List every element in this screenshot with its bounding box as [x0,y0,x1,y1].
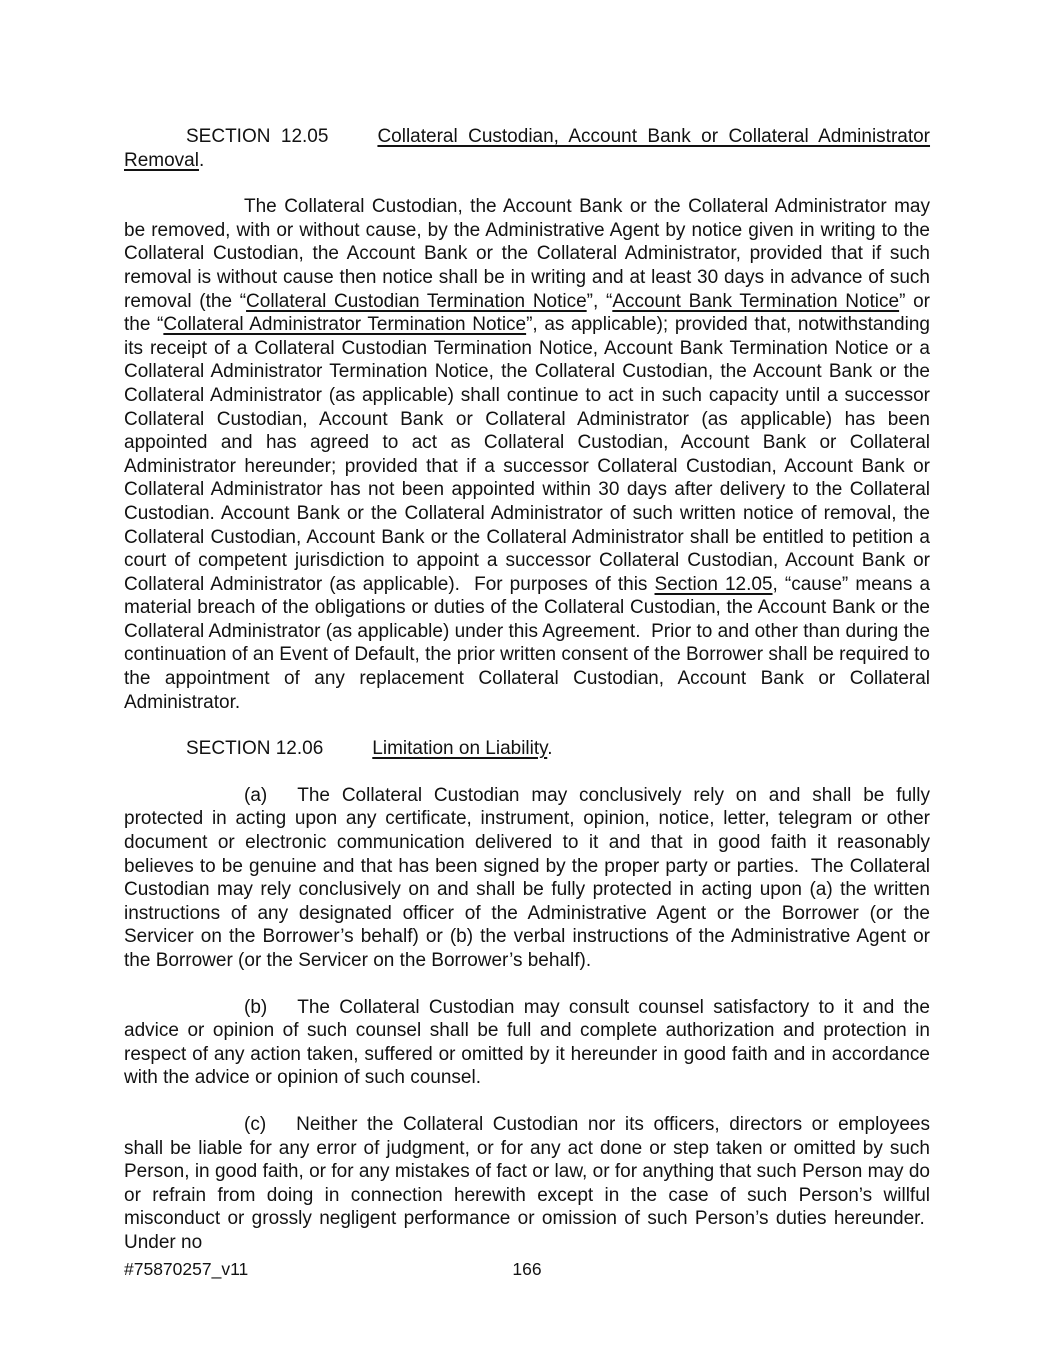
section-heading-12-06 [124,737,930,761]
text-segment: ”, as applicable); provided that, notwithstanding its receipt of a Collateral Custodian Termination Notice, Account Bank Termination Notice or a Collateral Administrator Termination Notice, the Collateral Custodian, the Account Bank or the Collateral Administrator (as applicable) shall continue to act in such capacity until a successor Collateral Custodian, Account Bank or Collateral Administrator (as applicable) has been appointed and has agreed to act as Collateral Custodian, Account Bank or Collateral Administrator hereunder; provided that if a successor Collateral Custodian, Account Bank or Collateral Administrator has not been appointed within 30 days after delivery to the Collateral Custodian. Account Bank or the Collateral Administrator of such written notice of removal, the Collateral Custodian, Account Bank or the Collateral Administrator shall be entitled to petition a court of competent jurisdiction to appoint a successor Collateral Custodian, Account Bank or Collateral Administrator (as applicable). For purposes of this [124,314,930,595]
section-heading-12-05 [124,125,930,172]
removal-paragraph [124,195,930,714]
text-segment: The Collateral Custodian may consult counsel satisfactory to it and the advice or opinion of such counsel shall be full and complete authorization and protection in respect of any action taken, suffered or omitted by it hereunder in good faith and in accordance with the advice or opinion of such counsel. [124,996,930,1089]
underlined-term: Section 12.05 [654,573,773,595]
text-segment: (b) [244,996,268,1018]
page-number: 166 [512,1259,542,1279]
underlined-term: Collateral Administrator Termination Notice [163,314,527,336]
underlined-term: Account Bank Termination Notice [612,290,900,312]
liability-paragraph-b [124,996,930,1090]
text-segment: The Collateral Custodian, the Account Bank or the Collateral Administrator may be removed, with or without cause, by the Administrative Agent by notice given in writing to the Collateral Custodian, the Account Bank or the Collateral Administrator, provided that if such removal is without cause then notice shall be in writing and at least 30 days in advance of such removal (the “ [124,196,930,312]
text-segment: . [198,149,205,171]
text-segment: SECTION 12.05 [186,126,329,147]
document-id: #75870257_v11 [124,1259,249,1279]
liability-paragraph-c [124,1113,930,1255]
text-segment: ” or the “ [124,290,931,336]
text-segment: (c) [244,1113,267,1135]
text-segment: ”, “ [586,290,613,312]
text-segment: , “cause” means a material breach of the obligations or duties of the Collateral Custodian, the Account Bank or the Collateral Administrator (as applicable) under this Agreement. Prior to and other than during the continuation of an Event of Default, the prior written consent of the Borrower shall be required to the appointment of any replacement Collateral Custodian, Account Bank or Collateral Administrator. [124,573,931,713]
underlined-term: Collateral Custodian Termination Notice [246,290,587,312]
page-footer [124,1258,930,1280]
text-segment: SECTION 12.06 [186,738,324,760]
underlined-term: Collateral Custodian, Account Bank or Collateral Administrator Removal [124,126,931,171]
text-segment: (a) [244,784,268,806]
underlined-term: Limitation on Liability [372,738,548,760]
liability-paragraph-a [124,784,930,973]
document-body [124,125,930,1278]
text-segment: The Collateral Custodian may conclusively rely on and shall be fully protected in acting upon any certificate, instrument, opinion, notice, letter, telegram or other document or electronic communication delivered to it and that in good faith it reasonably believes to be genuine and that has been signed by the proper party or parties. The Collateral Custodian may rely conclusively on and shall be fully protected in acting upon (a) the written instructions of any designated officer of the Administrative Agent or the Borrower (or the Servicer on the Borrower’s behalf) or (b) the verbal instructions of the Administrative Agent or the Borrower (or the Servicer on the Borrower’s behalf). [124,784,930,971]
text-segment: . [547,738,553,760]
text-segment: Neither the Collateral Custodian nor its officers, directors or employees shall be liable for any error of judgment, or for any act done or step taken or omitted by such Person, in good faith, or for any mistakes of fact or law, or for anything that such Person may do or refrain from doing in connection herewith except in the case of such Person’s willful misconduct or grossly negligent performance or omission of such Person’s duties hereunder. Under no [124,1113,930,1253]
